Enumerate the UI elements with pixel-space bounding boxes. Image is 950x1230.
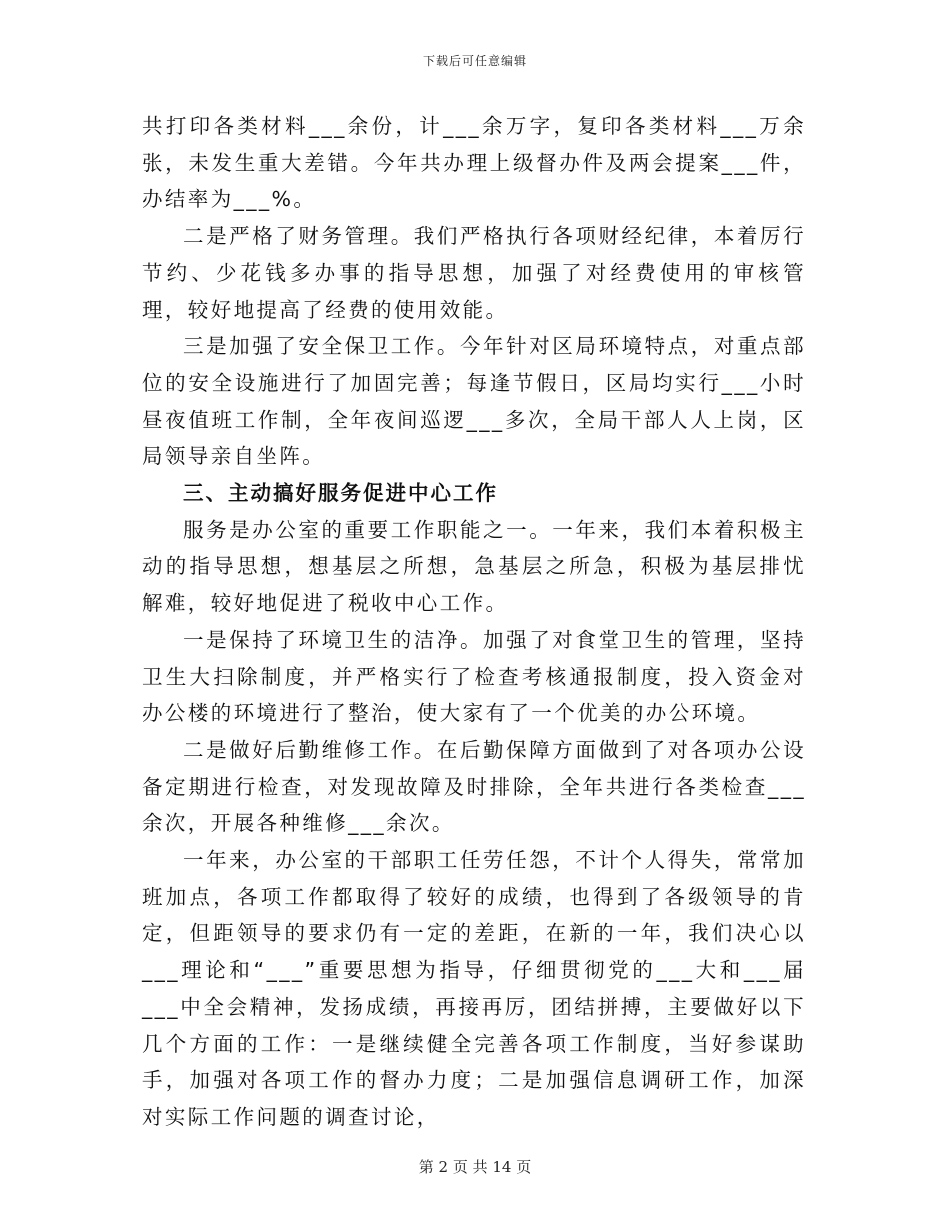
paragraph-environment: 一是保持了环境卫生的洁净。加强了对食堂卫生的管理，坚持卫生大扫除制度，并严格实行了检查考核通报制度，投入资金对办公楼的环境进行了整治，使大家有了一个优美的办公环境。 xyxy=(142,627,806,726)
section-heading: 三、主动搞好服务促进中心工作 xyxy=(183,481,498,506)
document-body xyxy=(142,108,806,1136)
paragraph-continuation: 共打印各类材料___余份，计___余万字，复印各类材料___万余张，未发生重大差错。今年共办理上级督办件及两会提案___件，办结率为___%。 xyxy=(142,114,806,212)
paragraph-maintenance: 二是做好后勤维修工作。在后勤保障方面做到了对各项办公设备定期进行检查，对发现故障及时排除，全年共进行各类检查___余次，开展各种维修___余次。 xyxy=(142,737,806,836)
paragraph-summary: 一年来，办公室的干部职工任劳任怨，不计个人得失，常常加班加点，各项工作都取得了较好的成绩，也得到了各级领导的肯定，但距领导的要求仍有一定的差距，在新的一年，我们决心以___理论和“___”重要思想为指导，仔细贯彻党的___大和___届___中全会精神，发扬成绩，再接再厉，团结拼搏，主要做好以下几个方面的工作：一是继续健全完善各项工作制度，当好参谋助手，加强对各项工作的督办力度；二是加强信息调研工作，加深对实际工作问题的调查讨论， xyxy=(142,848,806,1129)
page-number: 第 2 页 共 14 页 xyxy=(418,1158,532,1176)
paragraph-finance: 二是严格了财务管理。我们严格执行各项财经纪律，本着厉行节约、少花钱多办事的指导思想，加强了对经费使用的审核管理，较好地提高了经费的使用效能。 xyxy=(142,224,806,322)
paragraph-security: 三是加强了安全保卫工作。今年针对区局环境特点，对重点部位的安全设施进行了加固完善；每逢节假日，区局均实行___小时昼夜值班工作制，全年夜间巡逻___多次，全局干部人人上岗，区局领导亲自坐阵。 xyxy=(142,334,806,469)
page-header: 下载后可任意编辑 xyxy=(422,54,527,68)
paragraph-service: 服务是办公室的重要工作职能之一。一年来，我们本着积极主动的指导思想，想基层之所想，急基层之所急，积极为基层排忧解难，较好地促进了税收中心工作。 xyxy=(142,517,806,616)
